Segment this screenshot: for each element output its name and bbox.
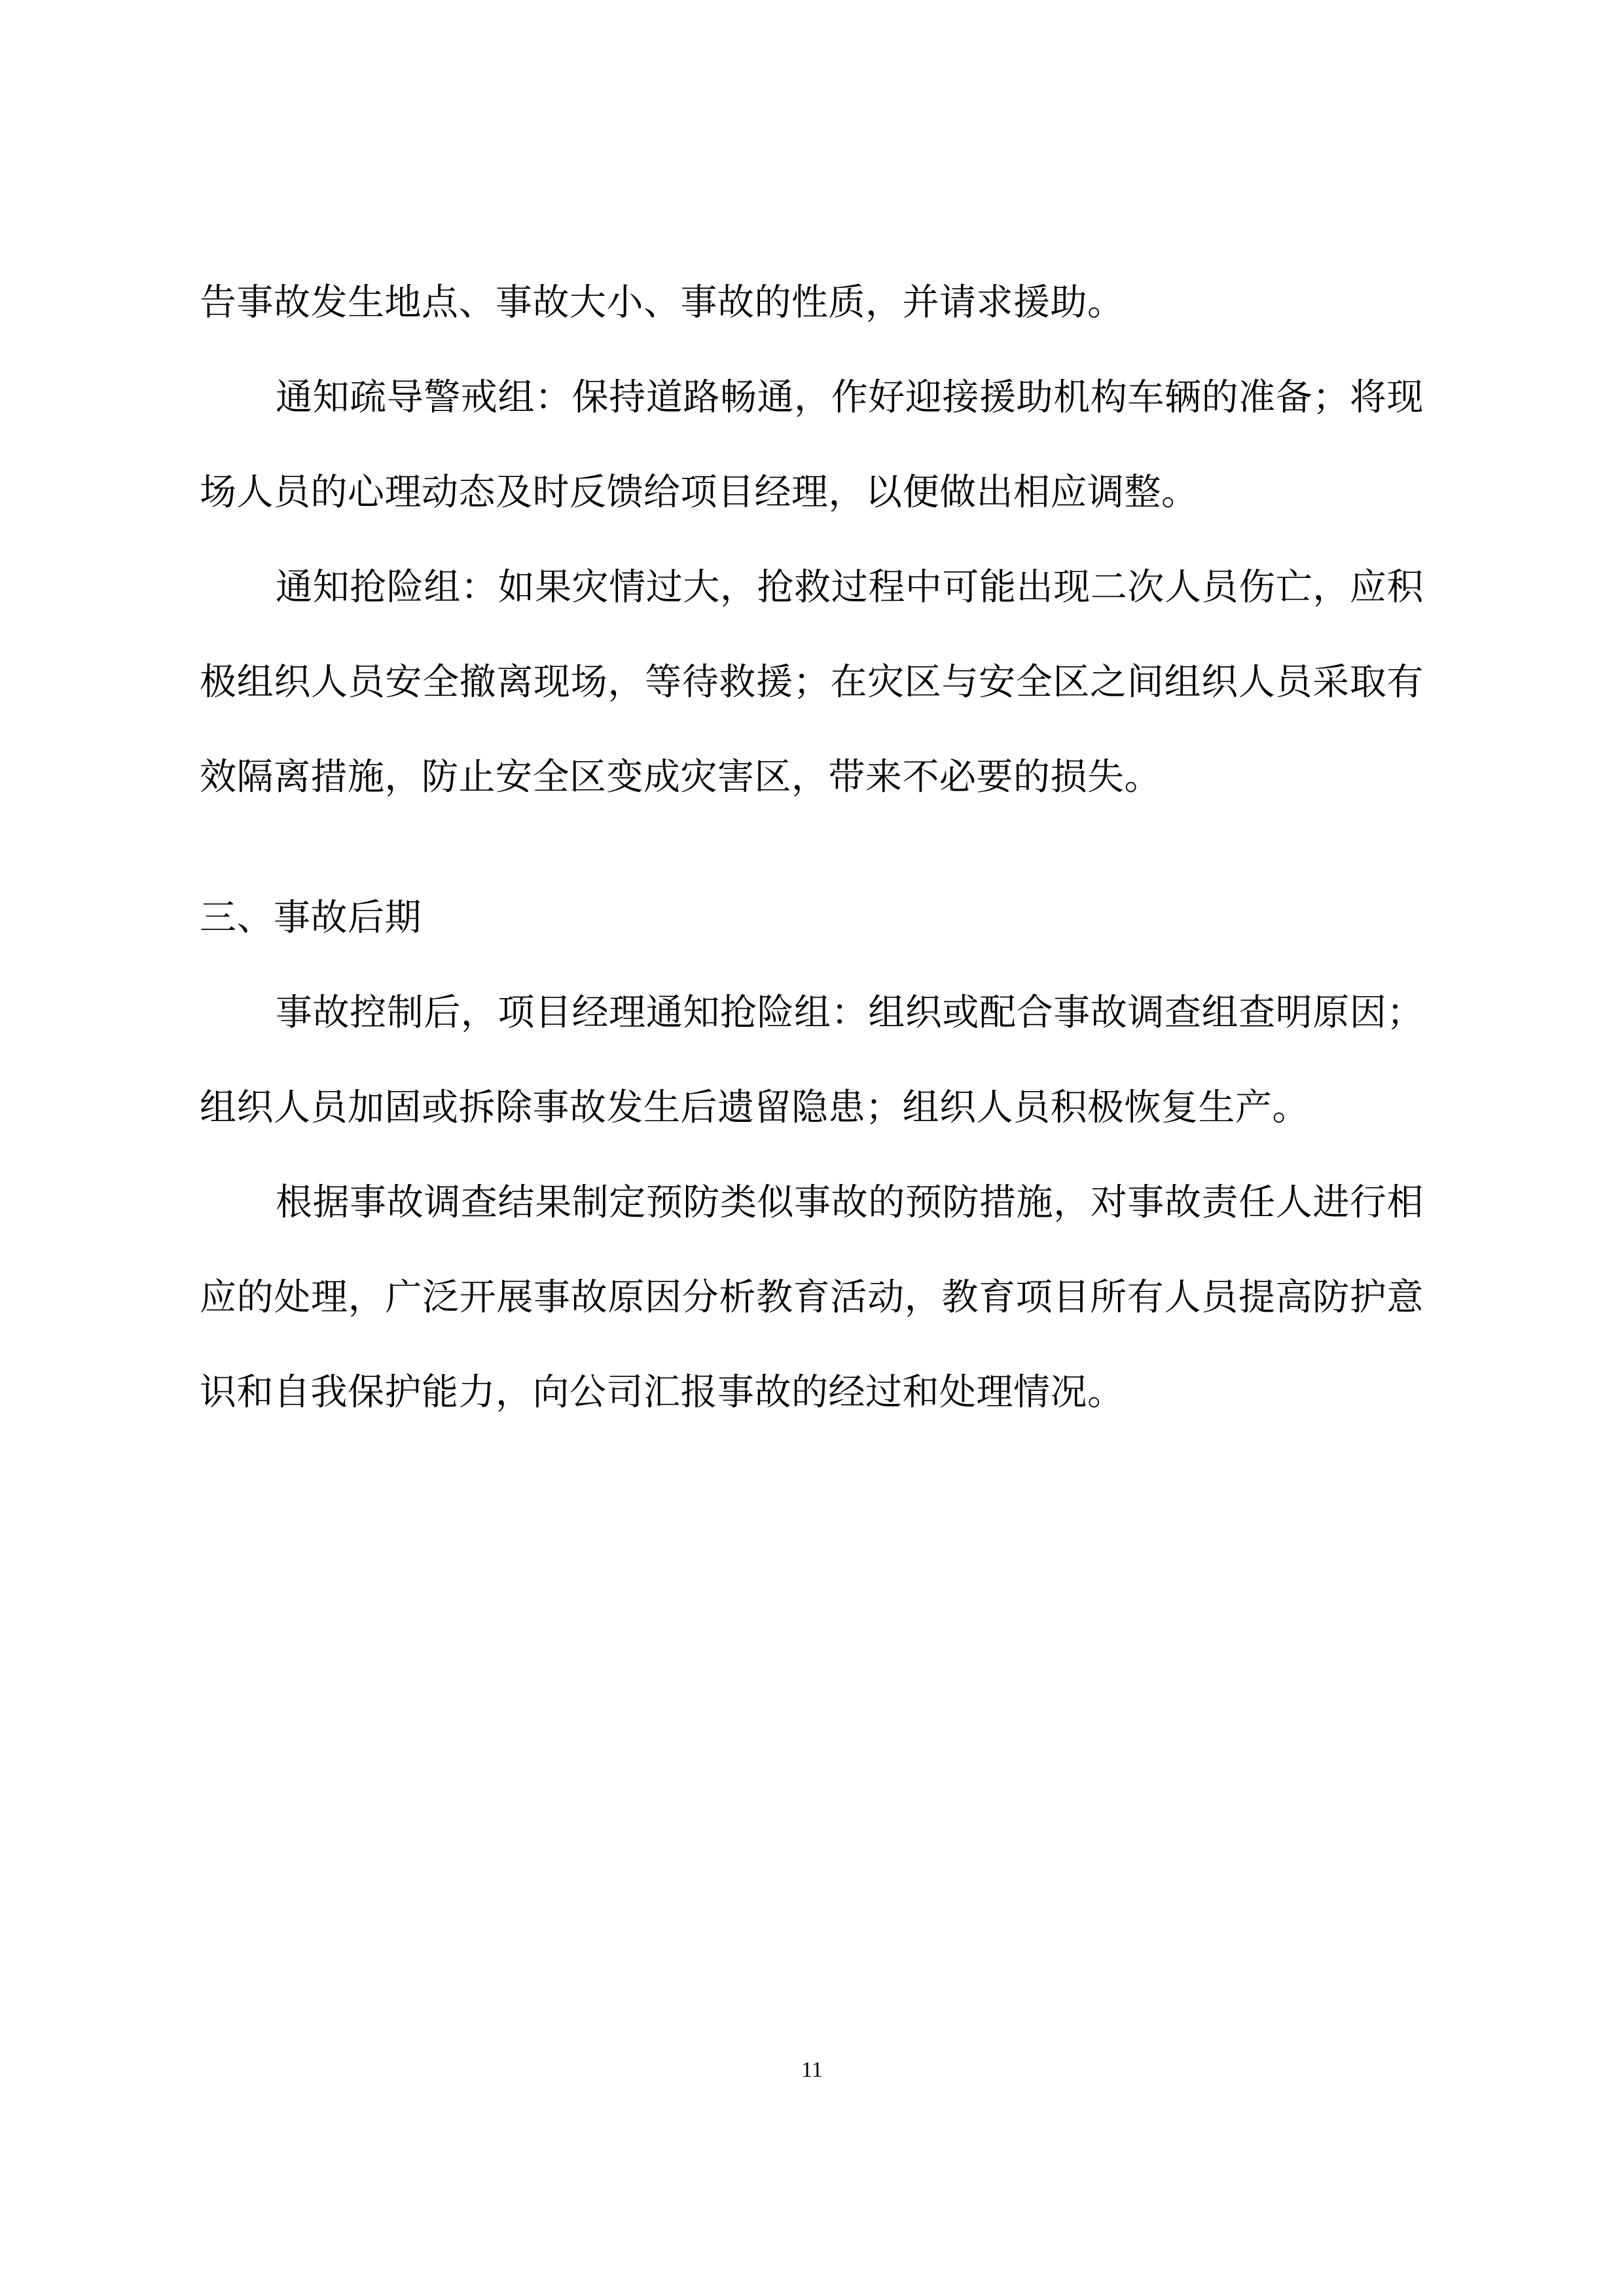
document-body [200,255,1424,1440]
section-spacer [200,825,1424,870]
paragraph-continued: 告事故发生地点、事故大小、事故的性质，并请求援助。 [200,281,1125,324]
paragraph-prevention: 根据事故调查结果制定预防类似事故的预防措施，对事故责任人进行相应的处理，广泛开展事故原因分析教育活动，教育项目所有人员提高防护意识和自我保护能力，向公司汇报事故的经过和处理情况。 [200,1181,1424,1414]
paragraph-rescue-team: 通知抢险组：如果灾情过大，抢救过程中可能出现二次人员伤亡，应积极组织人员安全撤离现场，等待救援；在灾区与安全区之间组织人员采取有效隔离措施，防止安全区变成灾害区，带来不必要的损失。 [200,566,1424,798]
paragraph-evacuation-guard: 通知疏导警戒组：保持道路畅通，作好迎接援助机构车辆的准备；将现场人员的心理动态及时反馈给项目经理，以便做出相应调整。 [200,376,1424,514]
page-number: 11 [801,2058,823,2082]
section-heading: 三、事故后期 [200,897,422,939]
paragraph-post-accident: 事故控制后，项目经理通知抢险组：组织或配合事故调查组查明原因；组织人员加固或拆除事故发生后遗留隐患；组织人员积极恢复生产。 [200,992,1424,1129]
